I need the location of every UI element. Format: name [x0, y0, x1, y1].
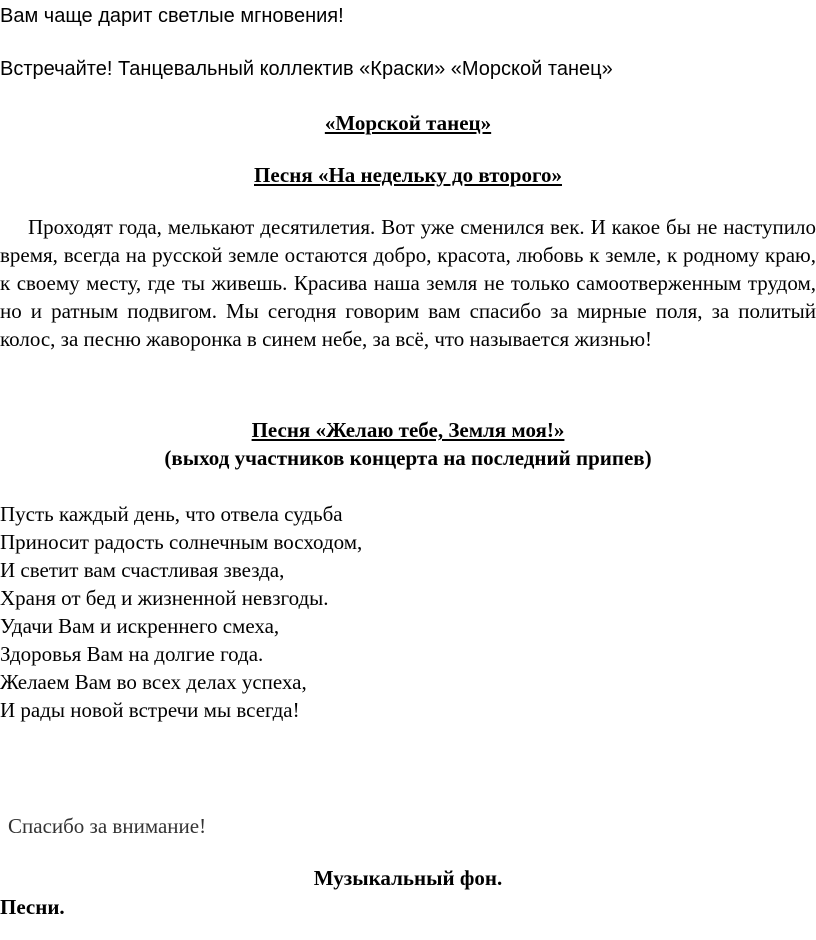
verse-line: Желаем Вам во всех делах успеха,: [0, 670, 307, 694]
verse-block: [0, 500, 816, 724]
music-background-label: Музыкальный фон.: [313, 866, 503, 890]
verse-line: Здоровья Вам на долгие года.: [0, 642, 264, 666]
verse-line: Пусть каждый день, что отвела судьба: [0, 502, 343, 526]
intro-line-2: Встречайте! Танцевальный коллектив «Краски» «Морской танец»: [0, 58, 613, 80]
verse-line: И светит вам счастливая звезда,: [0, 558, 285, 582]
song-1-title: Песня «На недельку до второго»: [254, 163, 562, 187]
songs-label: Песни.: [0, 895, 65, 919]
thanks-text: Спасибо за внимание!: [8, 814, 207, 838]
speech-paragraph-text: Проходят года, мелькают десятилетия. Вот уже сменился век. И какое бы не наступило время, всегда на русской земле остаются добро, красота, любовь к земле, к родному краю, к своему месту, где ты живешь. Красива наша земля не только самоотверженным трудом, но и ратным подвигом. Мы сегодня говорим вам спасибо за мирные поля, за политый колос, за песню жаворонка в синем небе, за всё, что называется жизнью!: [0, 215, 816, 351]
verse-line: Приносит радость солнечным восходом,: [0, 530, 363, 554]
song-2-title: Песня «Желаю тебе, Земля моя!»: [251, 418, 565, 442]
dance-title: «Морской танец»: [324, 111, 492, 135]
verse-line: Храня от бед и жизненной невзгоды.: [0, 586, 329, 610]
verse-line: Удачи Вам и искреннего смеха,: [0, 614, 280, 638]
song-2-note: (выход участников концерта на последний припев): [164, 446, 652, 470]
intro-line-1: Вам чаще дарит светлые мгновения!: [0, 5, 344, 27]
verse-line: И рады новой встречи мы всегда!: [0, 698, 300, 722]
speech-paragraph: [0, 213, 816, 353]
